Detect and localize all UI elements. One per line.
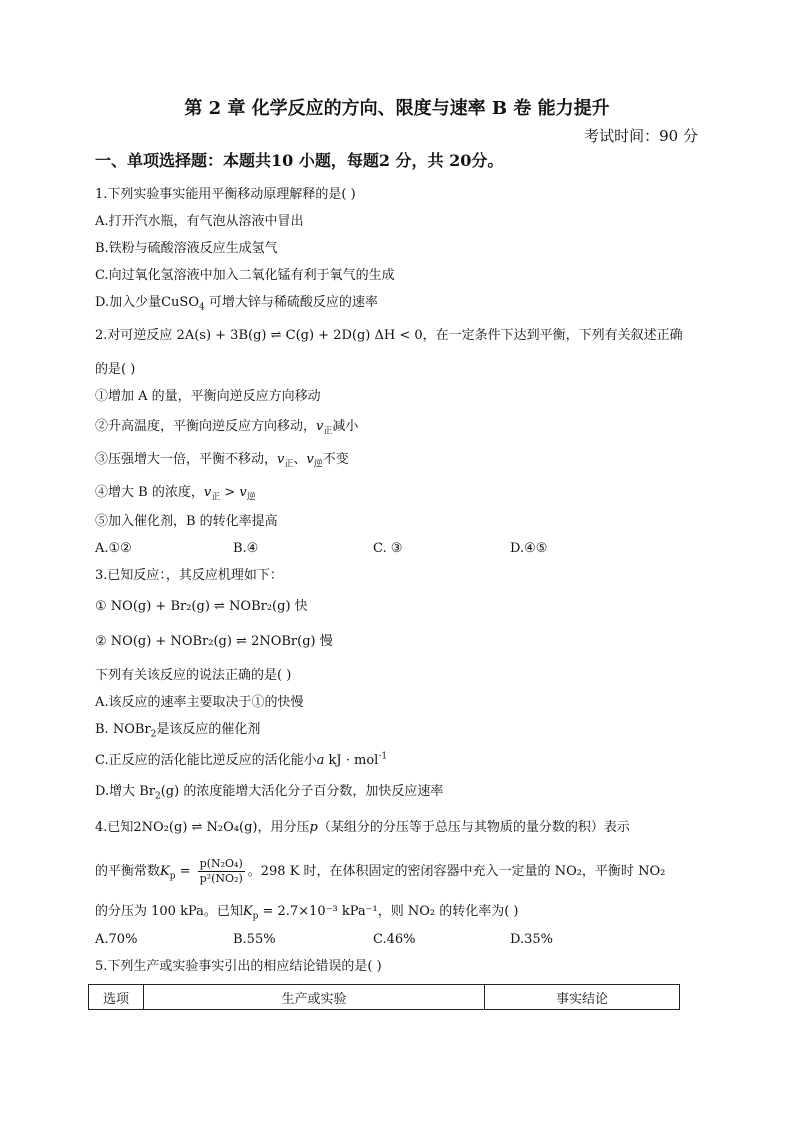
q2-stem: [95, 327, 683, 345]
q3-d-subscript: 2: [155, 791, 161, 802]
q2-statement-1: ①增加 A 的量，平衡向逆反应方向移动: [95, 389, 321, 404]
exam-time: 考试时间：90 分: [584, 127, 698, 145]
kp-subscript: p: [252, 911, 259, 922]
q2-statement-5: ⑤加入催化剂，B 的转化率提高: [95, 514, 278, 529]
q4-prefix: 4.已知: [95, 820, 134, 835]
q2-option-a: A.①②: [95, 541, 132, 556]
q3-c-superscript: -1: [378, 751, 388, 762]
kp-value: = 2.7×10⁻³ kPa⁻¹: [258, 904, 378, 919]
q2-s4-prefix: ④增大 B 的浓度，: [95, 485, 204, 500]
equals: =: [175, 864, 195, 879]
q4-text: ，用分压: [257, 820, 310, 835]
table-header-cell: 选项: [89, 985, 144, 1010]
kp-symbol: K: [160, 864, 170, 879]
table-header-cell: 生产或实验: [144, 985, 485, 1010]
q4-line3-prefix: 的分压为 100 kPa。已知: [95, 904, 243, 919]
q5-stem: 5.下列生产或实验事实引出的相应结论错误的是( ): [95, 959, 382, 974]
q3-b-formula: B. NOBr: [95, 722, 151, 737]
q1-option-d: [95, 294, 378, 312]
q2-statement-3: [95, 451, 349, 469]
q3-question: 下列有关该反应的说法正确的是( ): [95, 668, 292, 683]
v-subscript: 正: [284, 459, 294, 470]
q2-s3-suffix: 不变: [322, 452, 349, 467]
q1-d-formula: CuSO: [161, 295, 199, 310]
q3-option-a: A.该反应的速率主要取决于①的快慢: [95, 695, 304, 710]
q1-d-subscript: 4: [198, 302, 205, 313]
pressure-symbol: p: [309, 820, 318, 835]
q3-option-d: [95, 783, 443, 801]
q4-line3-text: ，则 NO₂ 的转化率为( ): [377, 904, 519, 919]
kp-subscript: p: [169, 871, 176, 882]
table-header-row: [89, 985, 680, 1010]
q3-c-variable: a: [316, 753, 325, 768]
v-subscript: 逆: [246, 492, 256, 503]
q4-equation: 2NO₂(g) ⇌ N₂O₄(g): [133, 820, 258, 835]
q1-d-text: 可增大锌与稀硫酸反应的速率: [208, 295, 378, 310]
v-symbol: v: [316, 419, 324, 434]
table-header-cell: 事实结论: [485, 985, 680, 1010]
q1-stem: 1.下列实验事实能用平衡移动原理解释的是( ): [95, 187, 356, 202]
fraction-denominator: p²(NO₂): [199, 872, 243, 885]
section-heading: 一、单项选择题：本题共10 小题，每题2 分，共 20分。: [95, 151, 504, 170]
v-subscript: 正: [323, 426, 333, 437]
q1-option-b: B.铁粉与硫酸溶液反应生成氢气: [95, 241, 278, 256]
kp-fraction: [198, 857, 245, 886]
q2-stem-prefix: 2.对可逆反应: [95, 328, 173, 343]
q4-options: [95, 931, 695, 949]
v-symbol: v: [306, 452, 314, 467]
q3-option-b: [95, 721, 260, 739]
q2-option-d: D.④⑤: [510, 541, 548, 556]
greater-than: >: [220, 485, 240, 500]
v-subscript: 正: [211, 492, 221, 503]
q2-stem-line2: 的是( ): [95, 362, 136, 377]
q2-option-b: B.④: [233, 541, 259, 556]
q3-d-prefix: D.增大 Br: [95, 784, 155, 799]
q5-table: [88, 984, 680, 1010]
q4-line-3: [95, 903, 519, 921]
q2-option-c: C. ③: [373, 541, 403, 556]
v-symbol: v: [203, 485, 212, 500]
q3-c-text: C.正反应的活化能比逆反应的活化能小: [95, 753, 317, 768]
q4-option-c: C.46%: [373, 932, 416, 947]
q3-d-text: (g) 的浓度能增大活化分子百分数，加快反应速率: [160, 784, 444, 799]
kp-symbol: K: [242, 904, 253, 919]
q4-option-b: B.55%: [233, 932, 276, 947]
q3-option-c: [95, 752, 387, 770]
q4-text-tail: （某组分的分压等于总压与其物质的量分数的积）表示: [317, 820, 630, 835]
q2-stem-suffix: ，在一定条件下达到平衡，下列有关叙述正确: [422, 328, 683, 343]
q3-b-text: 是该反应的催化剂: [156, 722, 261, 737]
q4-line2-prefix: 的平衡常数: [95, 864, 161, 879]
q2-statement-2: [95, 418, 358, 436]
q2-equation: 2A(s) + 3B(g) ⇌ C(g) + 2D(g) ΔH < 0: [176, 328, 423, 343]
fraction-numerator: p(N₂O₄): [199, 857, 243, 870]
page-title: 第 2 章 化学反应的方向、限度与速率 B 卷 能力提升: [184, 98, 610, 119]
q4-line-2: [95, 857, 665, 886]
q4-option-a: A.70%: [95, 932, 138, 947]
q4-line-1: [95, 819, 630, 837]
q3-step-2: ② NO(g) + NOBr₂(g) ⇌ 2NOBr(g) 慢: [95, 634, 333, 649]
q3-step-1: ① NO(g) + Br₂(g) ⇌ NOBr₂(g) 快: [95, 599, 308, 614]
q2-s2-prefix: ②升高温度，平衡向逆反应方向移动，: [95, 419, 317, 434]
v-subscript: 逆: [313, 459, 323, 470]
q4-option-d: D.35%: [510, 932, 553, 947]
v-symbol: v: [277, 452, 285, 467]
q4-line2-text: 。298 K 时，在体积固定的密闭容器中充入一定量的 NO₂，平衡时 NO₂: [247, 864, 666, 879]
v-symbol: v: [239, 485, 247, 500]
q2-s3-prefix: ③压强增大一倍，平衡不移动，: [95, 452, 278, 467]
q2-options: [95, 540, 695, 558]
q3-b-subscript: 2: [150, 729, 157, 740]
q1-option-c: C.向过氧化氢溶液中加入二氧化锰有利于氧气的生成: [95, 268, 395, 283]
q2-statement-4: [95, 484, 256, 502]
separator: 、: [293, 452, 307, 467]
q3-stem: 3.已知反应：，其反应机理如下：: [95, 568, 283, 583]
q2-s2-suffix: 减小: [332, 419, 359, 434]
q3-c-unit: kJ · mol: [324, 753, 379, 768]
q1-option-a: A.打开汽水瓶，有气泡从溶液中冒出: [95, 214, 304, 229]
q1-d-prefix: D.加入少量: [95, 295, 162, 310]
